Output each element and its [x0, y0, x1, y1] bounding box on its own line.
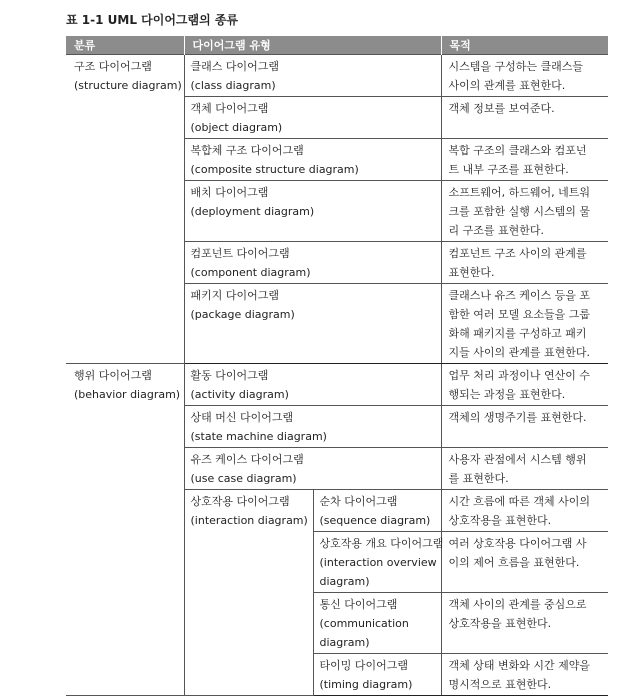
diagram-purpose: [441, 490, 608, 532]
diagram-type: [184, 284, 441, 364]
category-behavior-line: (behavior diagram): [74, 388, 181, 401]
diagram-type-line: 유즈 케이스 다이어그램: [190, 453, 304, 466]
diagram-purpose-line: 클래스나 유즈 케이스 등을 포: [448, 289, 590, 302]
diagram-type: [184, 242, 441, 284]
diagram-purpose-line: 상호작용을 표현한다.: [448, 514, 552, 527]
diagram-purpose-line: 객체 정보를 보여준다.: [448, 102, 555, 115]
diagram-purpose-line: 트 내부 구조를 표현한다.: [448, 163, 569, 176]
diagram-subtype: [313, 532, 444, 593]
header-diagram-type: 다이어그램 유형: [184, 36, 441, 55]
diagram-subtype-line: 타이밍 다이어그램: [319, 659, 409, 672]
diagram-purpose-line: 이의 제어 흐름을 표현한다.: [448, 556, 580, 569]
diagram-type-line: (component diagram): [190, 266, 311, 279]
diagram-purpose-line: 여러 상호작용 다이어그램 사: [448, 537, 587, 550]
table-row: [66, 55, 608, 97]
diagram-purpose: [441, 654, 608, 696]
diagram-type-line: (use case diagram): [190, 472, 297, 485]
table-row: [66, 364, 608, 406]
diagram-purpose-line: 표현한다.: [448, 266, 495, 279]
diagram-type: [184, 448, 441, 490]
diagram-type-line: (class diagram): [190, 79, 276, 92]
diagram-purpose-line: 객체의 생명주기를 표현한다.: [448, 411, 587, 424]
diagram-purpose: [441, 55, 608, 97]
diagram-purpose-line: 함한 여러 모델 요소들을 그룹: [448, 308, 590, 321]
diagram-type-line: 패키지 다이어그램: [190, 289, 280, 302]
diagram-subtype: [313, 654, 441, 696]
diagram-purpose-line: 사이의 관계를 표현한다.: [448, 79, 566, 92]
diagram-type: [184, 364, 441, 406]
diagram-purpose: [441, 448, 608, 490]
table-header-row: [66, 36, 608, 55]
diagram-purpose: [441, 284, 608, 364]
diagram-purpose: [441, 532, 608, 593]
diagram-purpose-line: 소프트웨어, 하드웨어, 네트워: [448, 186, 590, 199]
table-caption: 표 1-1 UML 다이어그램의 종류: [66, 13, 239, 27]
diagram-type-line: 복합체 구조 다이어그램: [190, 144, 304, 157]
category-structure-line: (structure diagram): [74, 79, 182, 92]
diagram-purpose-line: 객체 사이의 관계를 중심으로: [448, 598, 587, 611]
diagram-subtype-line: (interaction overview: [319, 556, 437, 569]
diagram-type-line: (package diagram): [190, 308, 295, 321]
diagram-purpose: [441, 181, 608, 242]
diagram-type-interaction-line: 상호작용 다이어그램: [190, 495, 290, 508]
diagram-subtype-line: 순차 다이어그램: [319, 495, 398, 508]
header-purpose: 목적: [441, 36, 608, 55]
diagram-type-line: 활동 다이어그램: [190, 369, 269, 382]
category-structure-line: 구조 다이어그램: [74, 60, 152, 73]
diagram-type-interaction: [184, 490, 313, 696]
diagram-purpose-line: 행되는 과정을 표현한다.: [448, 388, 566, 401]
diagram-type: [184, 181, 441, 242]
diagram-purpose: [441, 406, 608, 448]
diagram-subtype-line: (timing diagram): [319, 678, 413, 691]
diagram-type-line: (activity diagram): [190, 388, 289, 401]
diagram-purpose-line: 업무 처리 과정이나 연산이 수: [448, 369, 590, 382]
uml-diagram-table: [66, 36, 608, 696]
category-behavior: [66, 364, 184, 696]
diagram-subtype: [313, 593, 441, 654]
diagram-purpose-line: 리 구조를 표현한다.: [448, 224, 544, 237]
diagram-type-line: (state machine diagram): [190, 430, 327, 443]
diagram-subtype: [313, 490, 441, 532]
diagram-type: [184, 97, 441, 139]
diagram-type-line: (object diagram): [190, 121, 283, 134]
diagram-type-line: (composite structure diagram): [190, 163, 359, 176]
diagram-subtype-line: 상호작용 개요 다이어그램: [319, 537, 444, 550]
category-behavior-line: 행위 다이어그램: [74, 369, 152, 382]
diagram-purpose-line: 객체 상태 변화와 시간 제약을: [448, 659, 590, 672]
diagram-type: [184, 406, 441, 448]
diagram-purpose: [441, 593, 608, 654]
diagram-type: [184, 139, 441, 181]
diagram-type-line: 객체 다이어그램: [190, 102, 269, 115]
diagram-subtype-line: diagram): [319, 636, 370, 649]
diagram-subtype-line: (sequence diagram): [319, 514, 431, 527]
diagram-purpose: [441, 242, 608, 284]
diagram-type-line: 상태 머신 다이어그램: [190, 411, 294, 424]
diagram-purpose-line: 명시적으로 표현한다.: [448, 678, 552, 691]
header-category: 분류: [66, 36, 184, 55]
diagram-subtype-line: 통신 다이어그램: [319, 598, 398, 611]
diagram-purpose-line: 복합 구조의 클래스와 컴포넌: [448, 144, 587, 157]
diagram-type-line: (deployment diagram): [190, 205, 315, 218]
diagram-purpose: [441, 97, 608, 139]
diagram-type-line: 컴포넌트 다이어그램: [190, 247, 290, 260]
diagram-type-interaction-line: (interaction diagram): [190, 514, 308, 527]
diagram-purpose-line: 크를 포함한 실행 시스템의 물: [448, 205, 590, 218]
diagram-purpose-line: 컴포넌트 구조 사이의 관계를: [448, 247, 587, 260]
diagram-purpose-line: 시간 흐름에 따른 객체 사이의: [448, 495, 590, 508]
diagram-type-line: 배치 다이어그램: [190, 186, 269, 199]
category-structure: [66, 55, 184, 364]
diagram-purpose: [441, 364, 608, 406]
diagram-purpose-line: 상호작용을 표현한다.: [448, 617, 552, 630]
diagram-type: [184, 55, 441, 97]
diagram-purpose-line: 화해 패키지를 구성하고 패키: [448, 327, 587, 340]
diagram-purpose-line: 시스템을 구성하는 클래스들: [448, 60, 584, 73]
diagram-purpose-line: 사용자 관점에서 시스템 행위: [448, 453, 587, 466]
diagram-purpose: [441, 139, 608, 181]
diagram-type-line: 클래스 다이어그램: [190, 60, 280, 73]
diagram-subtype-line: diagram): [319, 575, 370, 588]
diagram-purpose-line: 를 표현한다.: [448, 472, 509, 485]
diagram-purpose-line: 지들 사이의 관계를 표현한다.: [448, 346, 590, 359]
diagram-subtype-line: (communication: [319, 617, 409, 630]
